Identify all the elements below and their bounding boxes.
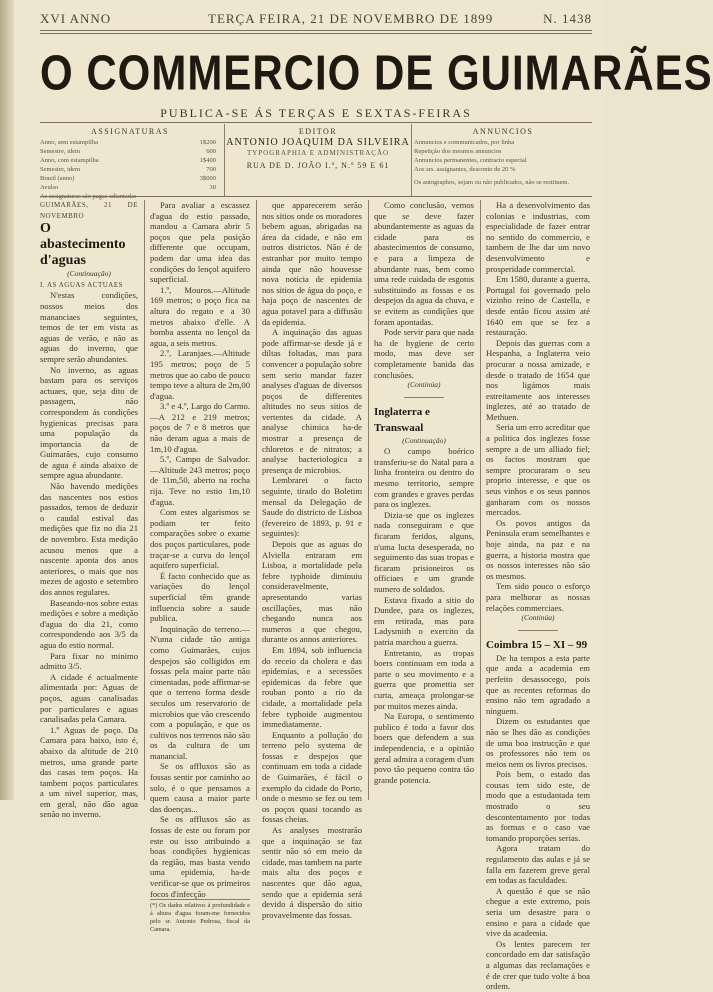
paragraph: No inverno, as aguas bastam para os serviços actuaes, que, seja dito de passagem, não correspondem ás condições hygienicas precisas para uma população da importancia da de Guimarães, cujo consumo de agua é ainda abaixo de sempre agua abundante. xyxy=(40,364,138,481)
paragraph: Depois das guerras com a Hespanha, a Inglaterra veio procurar a nossa amizade, e desde o tratado de 1654 que nos ligámos mais estreitamente aos interesses inglezes, até ao tratado de Methuen. xyxy=(486,337,590,422)
paragraph: Lembrarei o facto seguinte, tirado do Boletim mensal da Delegação de Saude do districto de Lisboa (fevereiro de 1893, p. 91 e seguintes): xyxy=(262,475,362,539)
paragraph: As analyses mostrarão que a inquinação se faz sentir não só em meio da cidade, mas tambem na parte mais alta dos poços e nascentes que dão agua, sendo que a epidemia será devido á dispersão do sitio provavelmente das fossas. xyxy=(262,825,362,920)
paragraph: A questão é que se não chegue a este extremo, pois seria um desastre para o ensino e para a cidade que vive da academia. xyxy=(486,885,590,939)
divider xyxy=(40,196,592,197)
section-dateline: GUIMARÃES, 21 DE NOVEMBRO xyxy=(40,201,138,220)
subscription-row: Semestre, idem 600 xyxy=(40,148,216,155)
paragraph: Seria um erro acreditar que a politica dos inglezes fosse sempre a de um alliado fiel; os factos mostram que sempre procuraram o seu proprio interesse, e que os seus vinhos e os seus pannos ganharam com os nossos mercados. xyxy=(486,422,590,518)
editor-title: EDITOR xyxy=(298,127,338,136)
paragraph: A cidade é actualmente alimentada por: Aguas de poços, aguas canalisadas por particulares e aguas canalisadas pela Camara. xyxy=(40,671,138,725)
continued-label: (Continúa) xyxy=(407,380,441,390)
paragraph: Para avaliar a escassez d'agua do estio passado, mandou a Camara abrir 5 poços que pela posição differente que occupam, podem dar uma idea das condições do lençol aquifero superficial. xyxy=(150,200,250,285)
paragraph: 1.º Aguas de poço. Da Camara para baixo, isto é, abaixo da altitude de 210 metros, uma grande parte das casas tem poços. Ha tambem poços particulares a um nivel superior, mas, em geral, não dão agua senão no inverno. xyxy=(40,724,138,820)
subscriptions-title: ASSIGNATURAS xyxy=(90,127,169,136)
paragraph: 1.º, Mouros.—Altitude 169 metros; o poço fica na altura do regato e a 30 metros abaixo d'elle. A bomba assenta no lençol da agua, a seis metros. xyxy=(150,284,250,348)
editor-name: ANTONIO JOAQUIM DA SILVEIRA xyxy=(226,137,410,148)
article-columns xyxy=(40,200,592,992)
paragraph: Em 1894, sob influencia do receio da cholera e das epidemias, e a secessões epidemicas da febre que rouban ponto a rio da cidade, a mortalidade pela febre typhoide augmentou immediatamente. xyxy=(262,644,362,730)
subscription-row: Anno, com estampilha 1$400 xyxy=(40,157,216,164)
column-rule xyxy=(480,200,481,800)
divider xyxy=(40,122,592,123)
divider xyxy=(518,630,558,631)
article-headline: Inglaterra e Transwaal xyxy=(374,405,430,434)
paragraph: De ha tempos a esta parte que anda a academia em perfeito desassocego, pois que as recentes reformas do ensino não tem agradado a ninguem. xyxy=(486,652,590,716)
ads-box xyxy=(414,124,592,196)
subscriptions-note: As assignaturas são pagas adiantadas xyxy=(40,193,137,200)
continued-label: (Continuação) xyxy=(402,435,446,445)
column-4 xyxy=(374,200,474,800)
paragraph: Como conclusão, vemos que se deve fazer abundantemente as aguas da cidade para os abastecimentos de consumo, e para a limpeza de abundante ruas, bem como uma rede cuidada de esgotos substituindo as fossas e os despejos da agua da chuva, e se evitem as condições que foram apontadas. xyxy=(374,200,474,327)
ads-line: Annuncios permanentes, contracto especial xyxy=(414,157,527,164)
ads-line: Annuncios e communicados, por linha xyxy=(414,139,515,146)
info-band xyxy=(40,124,592,200)
paragraph: Agora tratam do regulamento das aulas e já se falla em fazerem greve geral em todas as faculdades. xyxy=(486,843,590,886)
paragraph: Se os affluxos são as fossas sentir por caminho ao solo, é o que pensamos a quem causa a maior parte das doenças... xyxy=(150,761,250,814)
column-3 xyxy=(262,200,362,920)
paragraph: Dizem os estudantes que não se lhes dão as condições de uma boa instrucção e que os professores não tem os meios nem os livros precisos. xyxy=(486,716,590,769)
divider xyxy=(404,397,444,398)
paragraph: Inquinação do terreno.—N'uma cidade tão antiga como Guimarães, cujos despejos são colligidos em fossas pela maior parte não cimentadas, pode affirmar-se que o terreno forma desde seculos um reservatorio de microbios que vão crescendo com a população, e que os cultivos nos terrenos não são os da cultura de um manancial. xyxy=(150,623,250,761)
paragraph: Estava fixado a sitio do Dundee, para os inglezes, em retirada, mas para Ladysmith o exercito da patria marchou a guerra. xyxy=(374,594,474,647)
paragraph: Baseando-nos sobre estas medições e sobre a medição d'agua do dia 21, como correspondendo aos 3/5 da agua do estio normal. xyxy=(40,597,138,650)
column-1 xyxy=(40,200,138,820)
paragraph: Ha a desenvolvimento das colonias e industrias, com especialidade de fazer entrar no sentido do commercio, e tambem de lhe dar um novo desenvolvimento e prosperidade commercial. xyxy=(486,200,590,274)
paragraph: Pode servir para que nada ha de hygiene de certo modo, mas deve ser completamente banida das conclusões. xyxy=(374,327,474,380)
column-rule xyxy=(368,200,369,800)
paragraph: que apparecerem serão nos sitios onde os moradores bebem aguas, abrigadas na área da cidade, e não em outros districtos. Não é de estranhar por muito tempo ainda que não houvesse nova noticia de epidemia nos sitios de água do poço, e haja poço de nascentes de agua potavel para a diffusão da epidemia. xyxy=(262,200,362,327)
divider xyxy=(40,30,592,31)
paragraph: Os povos antigos da Peninsula eram semelhantes e hoje ainda, na paz e na guerra, a historia mostra que os nossos interesses não são os mesmos. xyxy=(486,517,590,581)
paragraph: O campo boérico transferiu-se do Natal para a linha fronteira ou dentro do mesmo territorio, sempre com grandes e graves perdas para os inglezes. xyxy=(374,446,474,510)
year-label: XVI ANNO xyxy=(40,11,112,26)
paragraph: Em 1580, durante a guerra, Portugal foi governado pelo vizinho reino de Castella, e desde então ficou assim até 1640 em que se fez a restauração. xyxy=(486,274,590,338)
column-5 xyxy=(486,200,590,992)
editor-address: RUA DE D. JOÃO I.º, N.º 59 E 61 xyxy=(246,161,390,170)
column-rule xyxy=(144,200,145,800)
paragraph: Depois que as aguas do Alviella entraram em Lisboa, a mortalidade pela febre typhoide diminuiu consideravelmente, apresentando varias oscillações, mas não chegando nunca aos numeros a que chegou, durante os annos anteriores. xyxy=(262,539,362,645)
subscriptions-box xyxy=(40,124,220,200)
editor-role: TYPOGRAPHIA E ADMINISTRAÇÃO xyxy=(246,149,390,157)
subscription-row: Semestre, idem 700 xyxy=(40,166,216,173)
footnote: (*) Os dados relativos á profundidade e á altura d'agua foram-me fornecidos pelo sr. Antonio Pedrosa, fiscal da Camara. xyxy=(150,899,250,934)
ads-title: ANNUNCIOS xyxy=(472,127,534,136)
paragraph: Tem sido pouco o esforço para melhorar as nossas relações commerciaes. xyxy=(486,581,590,613)
column-rule xyxy=(256,200,257,800)
paragraph: 3.º e 4.º, Largo do Carmo.—A 212 e 219 metros; poços de 7 e 8 metros que não deram agua a mais de 1m,10 d'agua. xyxy=(150,401,250,454)
paragraph: A inquinação das aguas pode affirmar-se desde já e diltas foltadas, mas para convencer a população sobre sem serio mandar fazer analyses d'aguas de diversos poços de differentes altitudes no seus sitios de vertentes da cidade. A analyse chimica ha-de mostrar a presença de chloretos e de nitratos; a analyse bacteriologica a presença de microbios. xyxy=(262,327,362,475)
publication-schedule: PUBLICA-SE ÁS TERÇAS E SEXTAS-FEIRAS xyxy=(160,106,472,120)
paragraph: Entretanto, as tropas boers continuam em toda a parte o seu movimento e a guerra que promettia ser curta, ameaça prolongar-se por muitos mezes ainda. xyxy=(374,647,474,711)
page-binding-edge xyxy=(0,0,14,800)
article-headline: O abastecimento d'aguas xyxy=(40,221,126,269)
ads-line: Repetição dos mesmos annuncios xyxy=(414,148,502,155)
issue-number: N. 1438 xyxy=(543,11,592,26)
paragraph: Não havendo medições das nascentes nos estios passados, temos de deduzir o caudal estival das medições que fiz no dia 21 de novembro. Esta medição acusou menos que a nascente aponta dos anos anteriores, o mais que nos mezes de agosto e setembro dos annos regulares. xyxy=(40,481,138,597)
dateline xyxy=(40,6,592,30)
divider xyxy=(40,33,592,34)
newspaper-title: O COMMERCIO DE GUIMARÃES xyxy=(40,44,713,101)
paragraph: Se os affluxos são as fossas de este ou foram por este ou isso atribuindo a boas condições hygienicas da região, mas basta vendo uma epidemia, ha-de verificar-se que os primeiros focos d'infecção xyxy=(150,814,250,899)
subscription-row: Brazil (anno) 3$000 xyxy=(40,175,216,182)
subscription-row: Anno, sem estampilha 1$200 xyxy=(40,139,216,146)
paragraph: Pois bem, o estado das cousas tem sido este, de modo que a estudantada tem mostrado o seu descontentamento por todas as formas e o caso vae tomando proporções serias. xyxy=(486,769,590,843)
ads-note: Os autographos, sejam ou não publicados, não se restituem. xyxy=(414,179,570,186)
paragraph: É facto conhecido que as variações do lençol superficial têm grande influencia sobre a saude publica. xyxy=(150,570,250,624)
paragraph: 2.º, Laranjaes.—Altitude 195 metros; poço de 5 metros que ao cabo de pouco tempo teve a altura de 2m,00 d'agua. xyxy=(150,348,250,401)
editor-box xyxy=(224,124,412,196)
paragraph: Na Europa, o sentimento publico é todo a favor dos boers que defendem a sua independencia, e a opinião geral admira a coragem d'um povo tão pequeno contra tão grande potencia. xyxy=(374,711,474,785)
paragraph: Os lentes parecem ter concordado em dar satisfação a algumas das reclamações e é de crer que tudo volte á boa ordem. xyxy=(486,938,590,992)
issue-date: TERÇA FEIRA, 21 DE NOVEMBRO DE 1899 xyxy=(208,11,494,26)
subscription-row: Avulso 30 xyxy=(40,184,216,191)
article-headline: Coimbra 15 – XI – 99 xyxy=(486,638,588,651)
paragraph: Para fixar no minimo admitto 3/5. xyxy=(40,650,138,672)
ads-line: Aos srs. assignantes, desconto de 20 % xyxy=(414,166,516,173)
continued-label: (Continúa) xyxy=(521,613,555,623)
paragraph: N'estas condições, nossos meios dos mananciaes seguintes, temos de ter em vista as aguas de verão, e não as aguas do inverno, que sempre serão abundantes. xyxy=(40,290,138,364)
paragraph: Enquanto a pollução do terreno pelo systema de fossas e despejos que continuam em toda a cidade de Guimarães, é fácil o exemplo da cidade do Porto, onde o mesmo se fez ou tem os poços quasi tocando as fossas cheias. xyxy=(262,729,362,825)
column-2 xyxy=(150,200,250,934)
paragraph: Com estes algarismos se podiam ter feito comparações sobre o exame dos poços particulares, pode traçar-se a curva do lençol aquifero superficial. xyxy=(150,507,250,571)
paragraph: Dizia-se que os inglezes nada conseguiram e que ficaram feridos, alguns, n'uma lucta desesperada, no seguimento das suas tropas e ficaram prisioneiros os officiaes e um grande numero de soldados. xyxy=(374,509,474,594)
paragraph: 5.º, Campo de Salvador.—Altitude 243 metros; poço de 11m,50, aberto na rocha rija. Teve no estio 1m,10 d'agua. xyxy=(150,454,250,507)
continued-label: (Continuação) xyxy=(67,269,111,279)
article-subsection: I. AS AGUAS ACTUAES xyxy=(40,280,124,289)
